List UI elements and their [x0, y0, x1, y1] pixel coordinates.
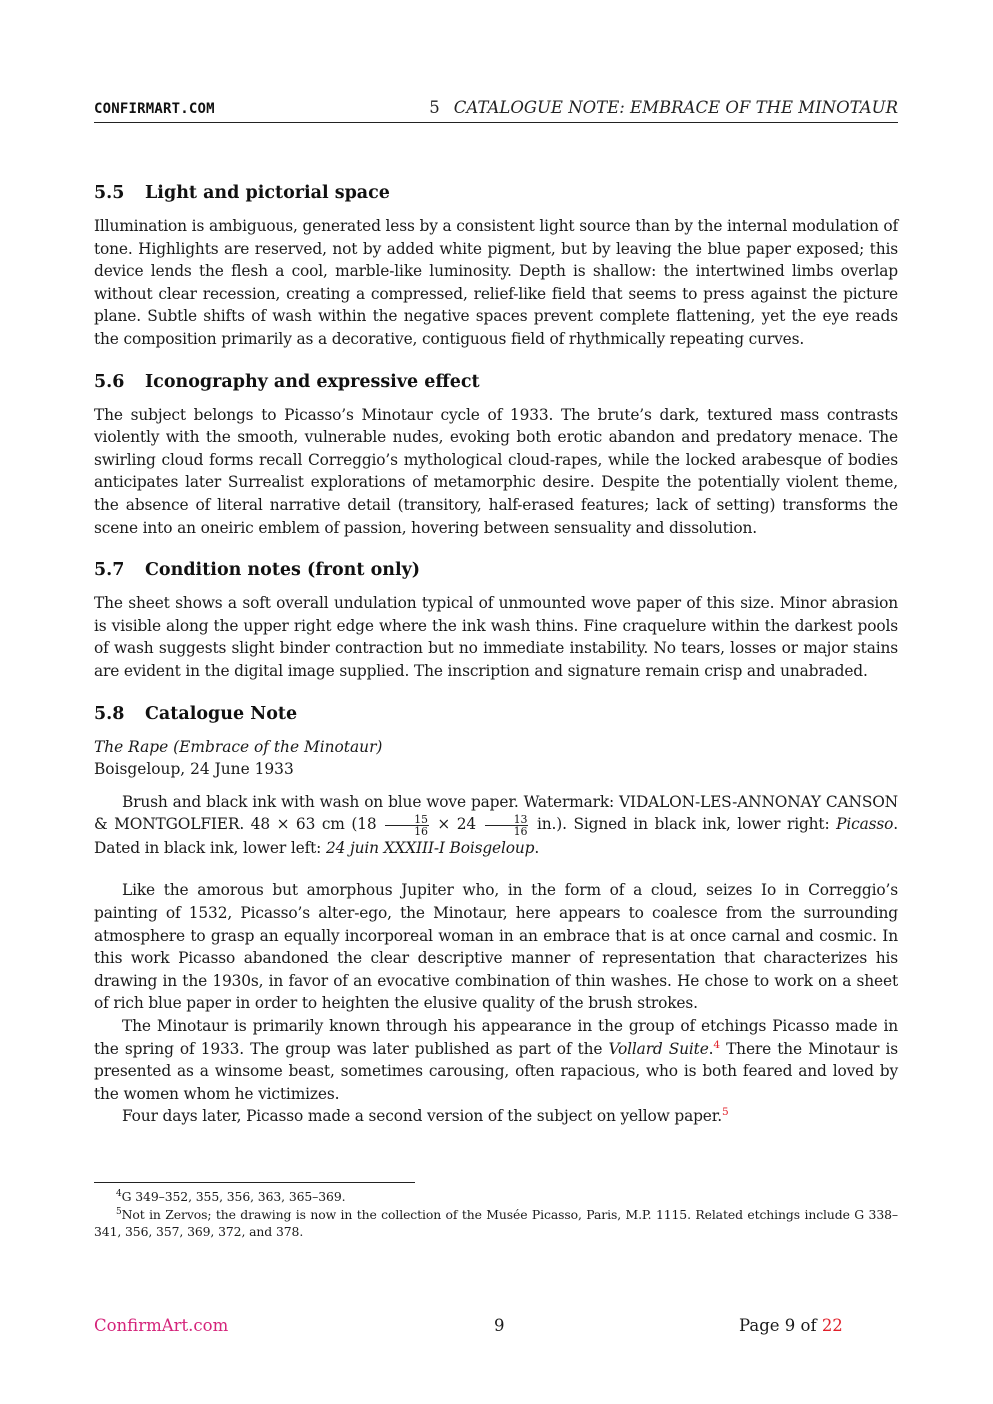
footer-page-number: 9: [494, 1316, 505, 1335]
page-footer: [94, 1316, 898, 1338]
medium-description: [94, 791, 898, 860]
footnote-text: G 349–352, 355, 356, 363, 365–369.: [121, 1189, 346, 1204]
footnote-rule: [94, 1182, 415, 1183]
paragraph-text: .: [708, 1039, 714, 1058]
medium-text: Brush and black ink with wash on blue wove paper. Watermark: VIDALON-LES-ANNONAY CANSON & MONTGOLFIER. 48 × 63 cm (18: [94, 792, 898, 834]
section-iconography: [94, 369, 898, 540]
footnotes: [94, 1182, 898, 1241]
fraction: [485, 814, 529, 837]
section-title: Iconography and expressive effect: [145, 371, 480, 392]
page-total-link[interactable]: 22: [821, 1316, 843, 1335]
medium-text: . Dated in black ink, lower left:: [94, 815, 898, 857]
footer-page-of: [739, 1316, 843, 1335]
main-content: [94, 180, 898, 1146]
section-condition: [94, 557, 898, 682]
running-head: [429, 98, 898, 117]
page-label: Page 9 of: [739, 1316, 817, 1335]
section-body: The sheet shows a soft overall undulation typical of unmounted wove paper of this size. Minor abrasion is visible along the upper right edge where the ink wash thins. Fine craquelure within the darkest pools of wash suggests slight binder contraction but no immediate instability. No tears, losses or major stains are evident in the digital image supplied. The inscription and signature remain crisp and unabraded.: [94, 594, 898, 680]
section-body: The subject belongs to Picasso’s Minotaur cycle of 1933. The brute’s dark, textured mass contrasts violently with the smooth, vulnerable nudes, evoking both erotic abandon and predatory menace. The swirling cloud forms recall Correggio’s mythological cloud-rapes, while the locked arabesque of bodies anticipates later Surrealist explorations of metamorphic desire. Despite the potentially violent theme, the absence of literal narrative detail (transitory, half-erased features; lack of setting) transforms the scene into an oneiric emblem of passion, hovering between sensuality and dissolution.: [94, 405, 898, 537]
section-title: Catalogue Note: [145, 703, 298, 724]
footnote-mark: 4: [116, 1188, 122, 1199]
paragraph-text: Four days later, Picasso made a second version of the subject on yellow paper.: [122, 1107, 723, 1126]
footnote-text: Not in Zervos; the drawing is now in the collection of the Musée Picasso, Paris, M.P. 1115. Related etchings include G 338–341, 356, 357, 369, 372, and 378.: [94, 1206, 898, 1239]
footnote-ref[interactable]: 5: [722, 1106, 729, 1119]
footnote-mark: 5: [116, 1206, 122, 1217]
footnote-ref[interactable]: 4: [713, 1038, 720, 1051]
footer-site-link[interactable]: ConfirmArt.com: [94, 1316, 229, 1335]
fraction-numerator: 13: [485, 814, 529, 826]
paragraph-gap: [94, 859, 898, 879]
section-number: 5.7: [94, 560, 125, 581]
fraction-denominator: 16: [513, 824, 528, 838]
footnote: [94, 1188, 898, 1206]
section-number: 5.8: [94, 703, 125, 724]
medium-text: in.). Signed in black ink, lower right:: [536, 815, 830, 834]
section-light-space: [94, 180, 898, 351]
medium-text: .: [534, 838, 540, 857]
fraction-numerator: 15: [385, 814, 429, 826]
medium-text: × 24: [437, 815, 477, 834]
fraction-denominator: 16: [414, 824, 428, 838]
section-body: Illumination is ambiguous, generated less by a consistent light source than by the internal modulation of tone. Highlights are reserved, not by added white pigment, but by leaving the blue paper exposed; this device lends the flesh a cool, marble-like luminosity. Depth is shallow: the intertwined limbs overlap without clear recession, creating a compressed, relief-like field that seems to press against the picture plane. Subtle shifts of wash within the negative spaces prevent complete flattening, yet the eye reads the composition primarily as a decorative, contiguous field of rhythmically repeating curves.: [94, 217, 898, 348]
section-heading: [94, 180, 898, 206]
vollard-suite: Vollard Suite: [608, 1039, 709, 1058]
catalogue-paragraph: [94, 1015, 898, 1105]
paragraph-text: The Minotaur is primarily known through his appearance in the group of etchings Picasso made in the spring of 1933. The group was later published as part of the: [94, 1016, 898, 1058]
section-number: 5.5: [94, 183, 125, 203]
fraction: [385, 814, 429, 837]
section-heading: [94, 557, 898, 583]
paragraph-text: There the Minotaur is presented as a winsome beast, sometimes carousing, often rapacious, who is both feared and loved by the women whom he victimizes.: [94, 1039, 899, 1103]
section-catalogue-note: [94, 701, 898, 1128]
date-inscription: 24 juin XXXIII-I Boisgeloup: [325, 838, 535, 857]
place-date: Boisgeloup, 24 June 1933: [94, 760, 294, 779]
signature-text: Picasso: [836, 815, 894, 834]
catalogue-paragraph: Like the amorous but amorphous Jupiter who, in the form of a cloud, seizes Io in Correggio’s painting of 1532, Picasso’s alter-ego, the Minotaur, here appears to coalesce from the surrounding atmosphere to grasp an equally incorporeal woman in an embrace that is at once carnal and cosmic. In this work Picasso abandoned the clear descriptive manner of representation that characterizes his drawing in the 1930s, in favor of an evocative combination of thin washes. He chose to work on a sheet of rich blue paper in order to heighten the elusive quality of the brush strokes.: [94, 881, 898, 1013]
section-title: Light and pictorial space: [145, 183, 390, 203]
page-header: [94, 98, 898, 123]
running-head-number: 5: [429, 98, 440, 117]
site-logo: CONFIRMART.COM: [94, 101, 215, 117]
section-title: Condition notes (front only): [145, 560, 421, 581]
catalogue-paragraph: [94, 1105, 898, 1128]
work-title: The Rape (Embrace of the Minotaur): [94, 737, 383, 756]
section-heading: [94, 701, 898, 727]
section-number: 5.6: [94, 371, 125, 392]
section-heading: [94, 369, 898, 395]
footnote: [94, 1206, 898, 1241]
running-head-title: CATALOGUE NOTE: EMBRACE OF THE MINOTAUR: [453, 98, 898, 117]
